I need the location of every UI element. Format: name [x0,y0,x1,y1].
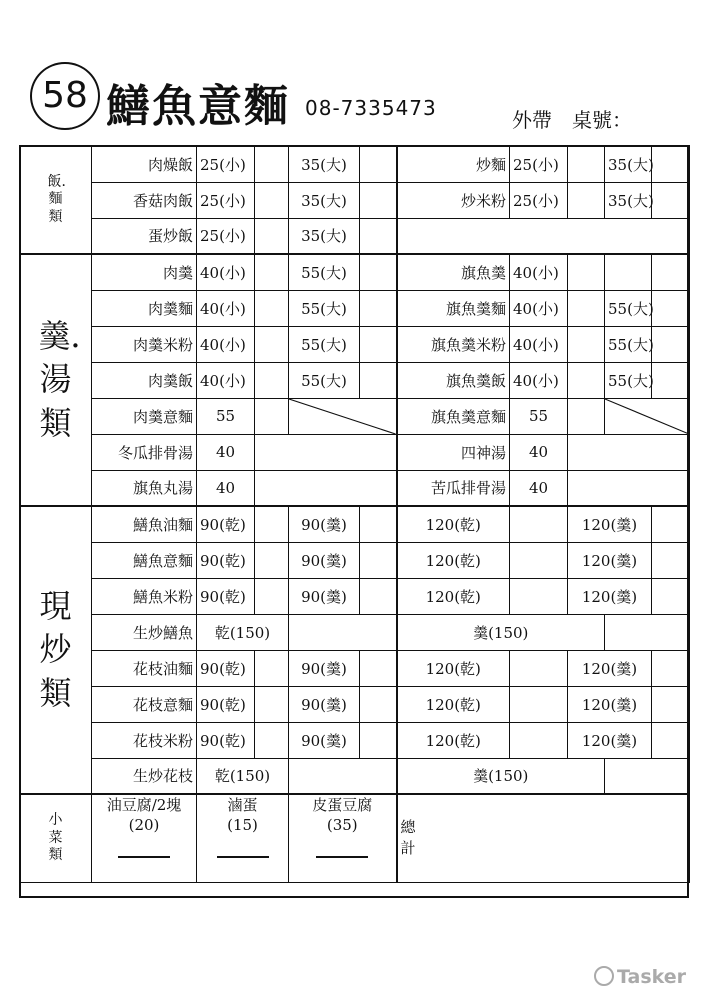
menu-item: 炒米粉 [397,182,510,218]
qty-cell[interactable] [510,578,568,614]
price-large: 55(大) [289,254,360,290]
menu-item: 生炒鱔魚 [92,614,197,650]
price-small: 40(小) [197,254,255,290]
side-dish-egg[interactable] [197,794,289,882]
category-stir-fry: 現炒類 [20,506,92,794]
menu-header [0,0,704,145]
qty-cell[interactable] [652,182,690,218]
side-dish-price: (35) [326,816,358,835]
price: 40 [197,470,255,506]
price-dry-large: 120(乾) [397,578,510,614]
qty-line [217,856,269,858]
qty-cell[interactable] [568,398,605,434]
price-small: 25(小) [197,218,255,254]
price-dry: 90(乾) [197,722,255,758]
qty-cell[interactable] [255,398,289,434]
qty-cell[interactable] [360,146,397,182]
price-thick-large: 120(羹) [568,722,652,758]
price-large: 35(大) [289,182,360,218]
category-soup: 羹．湯類 [20,254,92,506]
qty-cell[interactable] [360,578,397,614]
tasker-logo-icon [594,966,614,986]
category-side-dishes: 小菜類 [20,794,92,882]
qty-cell[interactable] [605,614,690,650]
price-small: 40(小) [197,362,255,398]
menu-item: 旗魚丸湯 [92,470,197,506]
qty-cell[interactable] [510,650,568,686]
table-number-label: 桌號： [572,108,632,132]
price-thick-large: 120(羹) [568,578,652,614]
price-dry-large: 120(乾) [397,722,510,758]
menu-item: 花枝米粉 [92,722,197,758]
qty-cell[interactable] [255,218,289,254]
side-dish-tofu[interactable] [92,794,197,882]
price: 40 [510,470,568,506]
menu-item: 冬瓜排骨湯 [92,434,197,470]
price-large: 55(大) [605,362,652,398]
menu-item: 肉羹米粉 [92,326,197,362]
menu-item: 花枝意麵 [92,686,197,722]
menu-item: 旗魚羹 [397,254,510,290]
qty-cell[interactable] [255,362,289,398]
total-field[interactable] [397,794,690,882]
qty-cell[interactable] [360,362,397,398]
qty-cell[interactable] [568,146,605,182]
price-dry: 乾(150) [197,758,289,794]
menu-item: 肉羹麵 [92,290,197,326]
menu-item: 苦瓜排骨湯 [397,470,510,506]
qty-cell[interactable] [255,290,289,326]
qty-cell[interactable] [568,362,605,398]
price-thick: 90(羹) [289,722,360,758]
price-dry-large: 120(乾) [397,542,510,578]
price-thick: 90(羹) [289,542,360,578]
qty-cell[interactable] [255,254,289,290]
qty-cell[interactable] [255,434,397,470]
price-small: 25(小) [197,182,255,218]
menu-item: 旗魚羹麵 [397,290,510,326]
qty-cell[interactable] [652,290,690,326]
qty-cell[interactable] [255,506,289,542]
price-large: 35(大) [289,218,360,254]
price-thick: 90(羹) [289,650,360,686]
price-large: 55(大) [605,326,652,362]
qty-cell[interactable] [255,182,289,218]
qty-cell[interactable] [360,542,397,578]
qty-cell[interactable] [255,326,289,362]
shop-number-badge: 58 [30,62,100,130]
menu-item: 肉羹飯 [92,362,197,398]
side-dish-name: 滷蛋 [227,796,258,814]
menu-item: 旗魚羹米粉 [397,326,510,362]
price-large: 35(大) [605,182,652,218]
price: 55 [197,398,255,434]
price-dry: 乾(150) [197,614,289,650]
qty-cell[interactable] [360,326,397,362]
price: 40 [510,434,568,470]
price-thick-large: 120(羹) [568,650,652,686]
qty-cell[interactable] [652,146,690,182]
qty-cell[interactable] [652,506,690,542]
total-label: 總計 [400,817,416,858]
phone-number: 08-7335473 [305,96,437,120]
qty-cell[interactable] [289,614,397,650]
price-thick: 羹(150) [397,758,605,794]
qty-cell[interactable] [568,290,605,326]
menu-item: 肉羹 [92,254,197,290]
qty-cell[interactable] [568,434,690,470]
price-small: 40(小) [510,362,568,398]
price-large: 55(大) [289,326,360,362]
price-dry: 90(乾) [197,686,255,722]
price-dry-large: 120(乾) [397,650,510,686]
qty-cell[interactable] [652,650,690,686]
category-rice-noodle: 飯．麵類 [20,146,92,254]
tasker-logo: Tasker [594,966,686,988]
qty-cell[interactable] [652,578,690,614]
qty-cell[interactable] [360,182,397,218]
price-thick: 90(羹) [289,578,360,614]
qty-line [316,856,368,858]
empty-cell [397,218,690,254]
qty-cell[interactable] [255,470,397,506]
side-dish-price: (15) [227,816,258,835]
menu-item: 香菇肉飯 [92,182,197,218]
price-dry: 90(乾) [197,542,255,578]
takeout-label: 外帶 [512,108,552,132]
side-dish-price: (20) [128,816,160,835]
qty-cell[interactable] [289,758,397,794]
unavailable-slash [289,398,397,434]
menu-item: 鱔魚意麵 [92,542,197,578]
qty-cell[interactable] [568,326,605,362]
menu-item: 四神湯 [397,434,510,470]
order-menu-table [19,145,690,883]
price-dry-large: 120(乾) [397,686,510,722]
price-large [605,254,652,290]
side-dish-century-egg-tofu[interactable] [289,794,397,882]
price-large: 55(大) [289,290,360,326]
price-thick: 90(羹) [289,686,360,722]
qty-line [118,856,170,858]
price-thick-large: 120(羹) [568,686,652,722]
menu-item: 鱔魚米粉 [92,578,197,614]
price-small: 40(小) [510,326,568,362]
qty-cell[interactable] [652,326,690,362]
side-dish-name: 油豆腐/2塊 [106,796,182,814]
qty-cell[interactable] [510,722,568,758]
menu-item: 炒麵 [397,146,510,182]
price: 40 [197,434,255,470]
price-thick: 羹(150) [397,614,605,650]
price-large: 35(大) [289,146,360,182]
qty-cell[interactable] [360,290,397,326]
qty-cell[interactable] [360,254,397,290]
qty-cell[interactable] [510,686,568,722]
qty-cell[interactable] [255,542,289,578]
price-thick-large: 120(羹) [568,542,652,578]
price-small: 40(小) [510,290,568,326]
price-small: 40(小) [510,254,568,290]
menu-item: 旗魚羹意麵 [397,398,510,434]
qty-cell[interactable] [510,506,568,542]
qty-cell[interactable] [652,542,690,578]
price-small: 25(小) [510,146,568,182]
qty-cell[interactable] [652,362,690,398]
price-dry: 90(乾) [197,650,255,686]
menu-item: 花枝油麵 [92,650,197,686]
menu-item: 鱔魚油麵 [92,506,197,542]
price-dry: 90(乾) [197,578,255,614]
menu-item: 肉燥飯 [92,146,197,182]
qty-cell[interactable] [255,650,289,686]
price-thick-large: 120(羹) [568,506,652,542]
qty-cell[interactable] [510,542,568,578]
qty-cell[interactable] [255,686,289,722]
price-large: 55(大) [605,290,652,326]
qty-cell[interactable] [568,470,690,506]
menu-item: 旗魚羹飯 [397,362,510,398]
qty-cell[interactable] [652,686,690,722]
qty-cell[interactable] [255,722,289,758]
qty-cell[interactable] [360,650,397,686]
side-dish-name: 皮蛋豆腐 [312,796,373,814]
qty-cell[interactable] [360,506,397,542]
qty-cell[interactable] [652,254,690,290]
price-small: 25(小) [197,146,255,182]
qty-cell[interactable] [255,146,289,182]
qty-cell[interactable] [360,686,397,722]
qty-cell[interactable] [605,758,690,794]
price-thick: 90(羹) [289,506,360,542]
unavailable-slash [605,398,690,434]
qty-cell[interactable] [360,722,397,758]
menu-item: 生炒花枝 [92,758,197,794]
price-small: 40(小) [197,290,255,326]
qty-cell[interactable] [652,722,690,758]
price-large: 55(大) [289,362,360,398]
price-small: 40(小) [197,326,255,362]
menu-item: 蛋炒飯 [92,218,197,254]
qty-cell[interactable] [360,218,397,254]
qty-cell[interactable] [568,254,605,290]
qty-cell[interactable] [568,182,605,218]
price-large: 35(大) [605,146,652,182]
qty-cell[interactable] [255,578,289,614]
price-dry: 90(乾) [197,506,255,542]
shop-name: 鱔魚意麵 [106,81,290,132]
price-small: 25(小) [510,182,568,218]
price: 55 [510,398,568,434]
price-dry-large: 120(乾) [397,506,510,542]
menu-item: 肉羹意麵 [92,398,197,434]
